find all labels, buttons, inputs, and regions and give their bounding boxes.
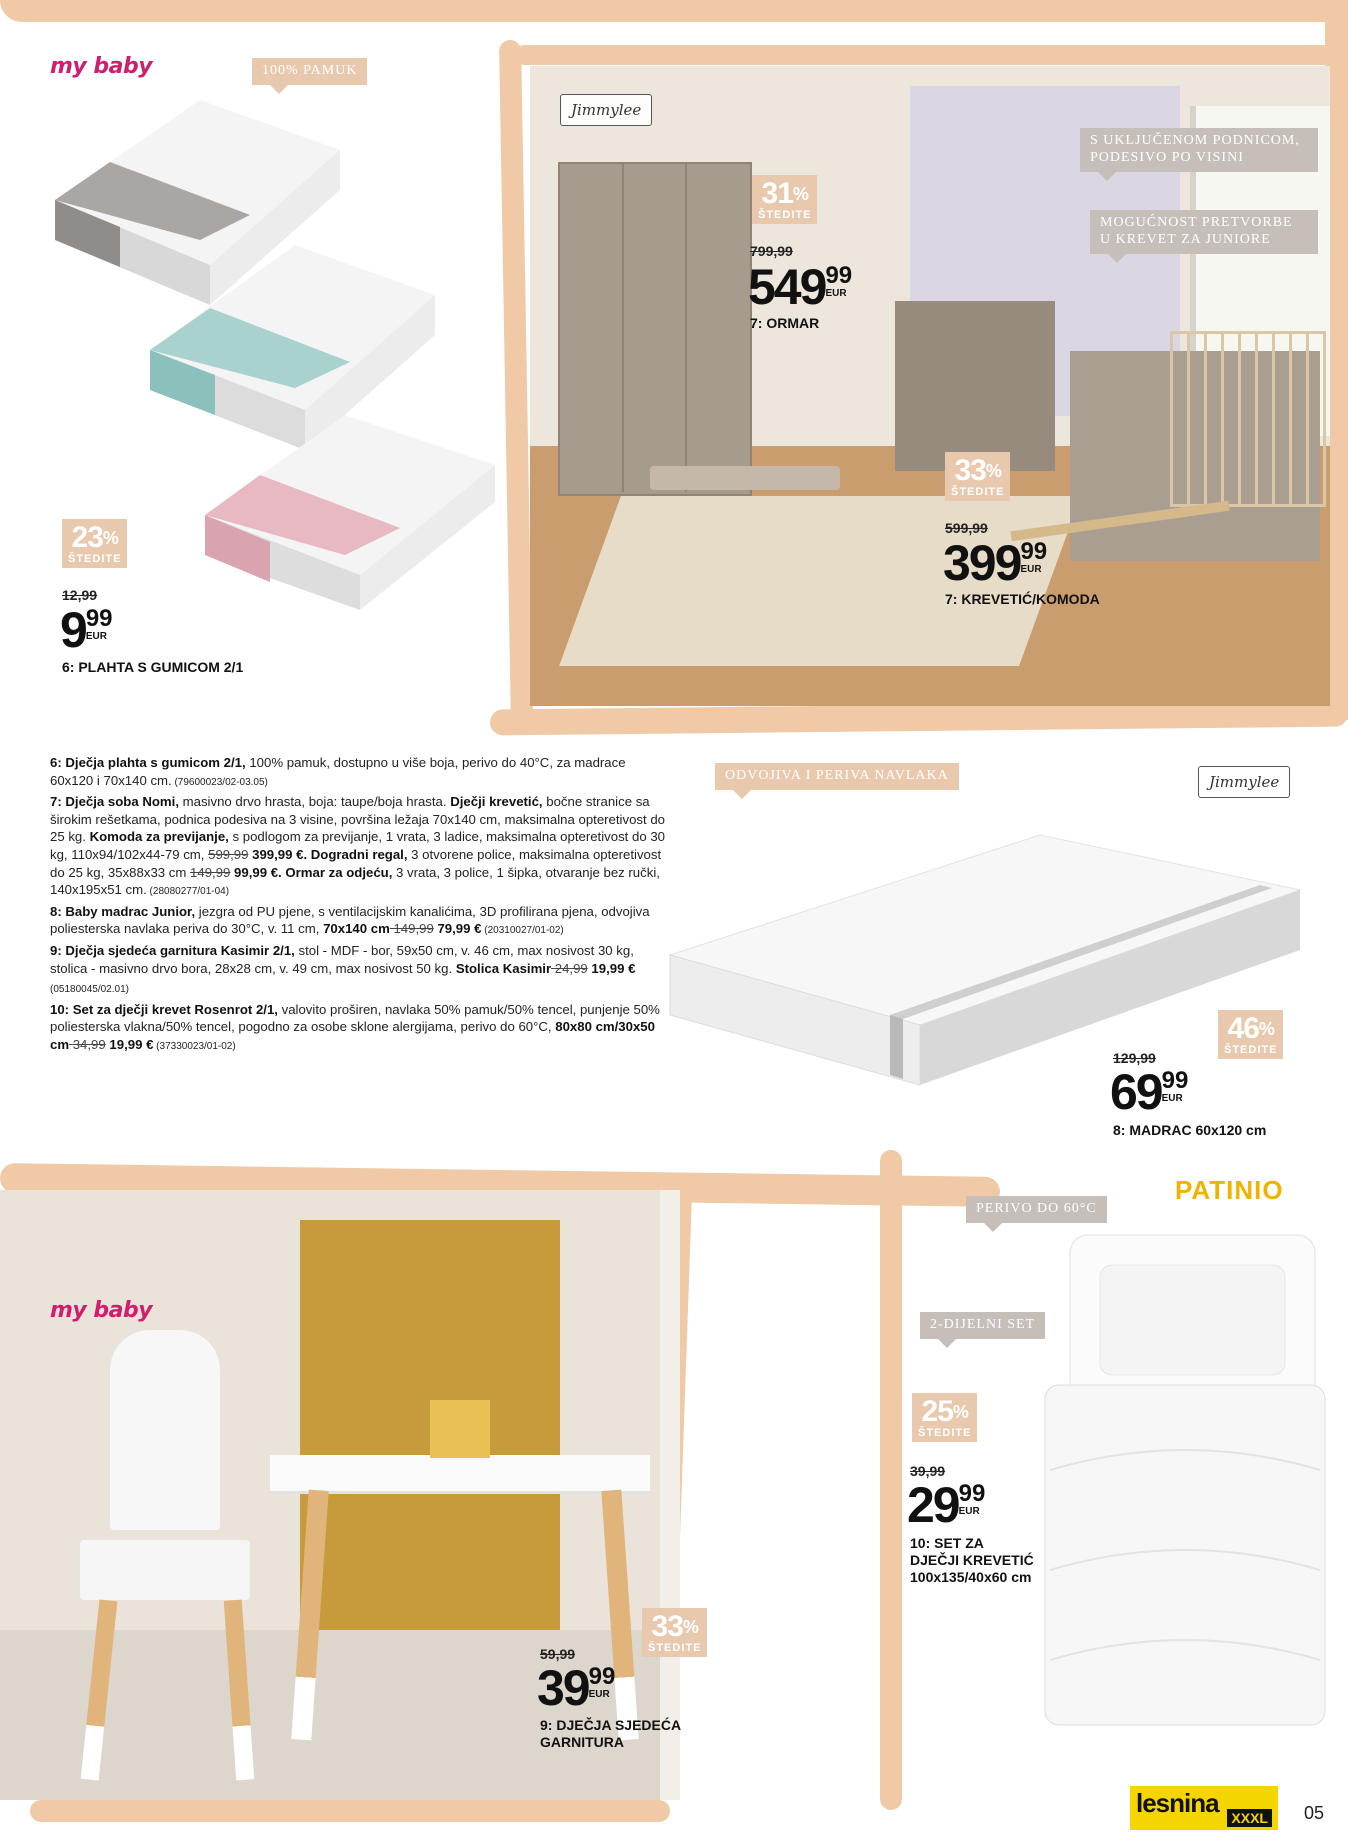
price-ormar: 54999 EUR — [748, 259, 853, 315]
save-badge-ormar: 31% ŠTEDITE — [752, 175, 817, 224]
toy-blocks — [430, 1400, 490, 1458]
price-madrac: 6999 EUR — [1110, 1064, 1189, 1120]
old-price-ormar: 799,99 — [750, 243, 793, 259]
wardrobe-line-2 — [685, 162, 687, 492]
product-name-plahta: 6: PLAHTA S GUMICOM 2/1 — [62, 659, 244, 675]
product-name-madrac: 8: MADRAC 60x120 cm — [1113, 1122, 1267, 1138]
wardrobe — [558, 162, 752, 496]
old-price-plahta: 12,99 — [62, 587, 98, 603]
jimmylee-logo-mattress: Jimmylee — [1198, 766, 1290, 798]
sheet-pink — [205, 415, 495, 610]
brush-bottom — [30, 1800, 670, 1822]
price-plahta: 999 EUR — [60, 602, 113, 658]
bedding-set-image — [1040, 1230, 1330, 1730]
save-badge-madrac: 46% ŠTEDITE — [1218, 1010, 1283, 1059]
patinio-logo: PATINIO — [1175, 1175, 1284, 1205]
old-price-garnitura: 59,99 — [540, 1646, 576, 1662]
save-badge-garnitura: 33% ŠTEDITE — [642, 1608, 707, 1657]
old-price-madrac: 129,99 — [1113, 1050, 1156, 1066]
desc-9: 9: Dječja sjedeća garnitura Kasimir 2/1, stol - MDF - bor, 59x50 cm, v. 46 cm, max nosivost 30 kg, stolica - masivno drvo bora, 28x28 cm, v. 49 cm, max nosivost 50 kg. Stolica Kasimir 24,99 19,99 € (05180045/02.01) — [50, 942, 636, 996]
kids-table-top — [270, 1455, 650, 1494]
jimmylee-logo-room: Jimmylee — [560, 94, 652, 126]
save-badge-krevetic: 33% ŠTEDITE — [945, 452, 1010, 501]
tag-navlaka: ODVOJIVA I PERIVA NAVLAKA — [715, 763, 959, 790]
desc-10: 10: Set za dječji krevet Rosenrot 2/1, valovito proširen, navlaka 50% pamuk/50% tencel, punjenje 50% poliesterska vlakna/50% tencel, pogodno za osobe sklone alergijama, perivo do 60°C, 80x80 cm/30x50 cm 34,99 19,99 € (37330023/01-02) — [50, 1001, 660, 1052]
brush-bottom-right — [880, 1150, 902, 1810]
tag-perivo: PERIVO DO 60°C — [966, 1196, 1107, 1223]
product-name-krevetic: 7: KREVETIĆ/KOMODA — [945, 591, 1100, 607]
brush-top-photo — [515, 45, 1335, 65]
product-name-garnitura: 9: DJEČJA SJEDEĆA GARNITURA — [540, 1717, 682, 1750]
my-baby-logo: my baby — [50, 54, 153, 79]
save-badge-set: 25% ŠTEDITE — [912, 1393, 977, 1442]
kids-table — [650, 466, 840, 490]
kids-chair-back — [110, 1330, 220, 1530]
crib-rails — [1170, 331, 1326, 507]
page-number: 05 — [1303, 1803, 1324, 1823]
tag-2-dijelni-set: 2-DIJELNI SET — [920, 1312, 1045, 1339]
old-price-set: 39,99 — [910, 1463, 946, 1479]
kids-chair-seat — [80, 1540, 250, 1600]
lesnina-xxxl-logo: lesnina XXXL — [1130, 1786, 1278, 1830]
tag-100-pamuk: 100% PAMUK — [252, 58, 367, 85]
wardrobe-line — [622, 162, 624, 492]
product-name-set: 10: SET ZA DJEČJI KREVETIĆ 100x135/40x60 cm — [910, 1535, 1034, 1585]
shelf-edge — [660, 1190, 680, 1800]
product-name-ormar: 7: ORMAR — [750, 315, 820, 331]
desc-6: 6: Dječja plahta s gumicom 2/1, 100% pamuk, dostupno u više boja, perivo do 40°C, za madrace 60x120 i 70x140 cm. (79600023/02-03.05) — [50, 755, 626, 788]
price-krevetic: 39999 EUR — [943, 535, 1048, 591]
dresser — [895, 301, 1055, 471]
tag-pretvorba: MOGUĆNOST PRETVORBE U KREVET ZA JUNIORE — [1090, 210, 1318, 254]
save-badge-plahta: 23% ŠTEDITE — [62, 519, 127, 568]
price-garnitura: 3999 EUR — [537, 1660, 616, 1716]
tag-podnica: S UKLJUČENOM PODNICOM, PODESIVO PO VISINI — [1080, 128, 1318, 172]
old-price-krevetic: 599,99 — [945, 520, 988, 536]
my-baby-logo-2: my baby — [50, 1298, 153, 1323]
desc-8: 8: Baby madrac Junior, jezgra od PU pjene, s ventilacijskim kanalićima, 3D profilirana pjena, odvojiva poliesterska navlaka periva do 30°C, v. 11 cm, 70x140 cm 149,99 79,99 € (20310027/01-02) — [50, 903, 650, 937]
desc-7: 7: Dječja soba Nomi, masivno drvo hrasta, boja: taupe/boja hrasta. Dječji krevetić, bočne stranice sa širokim rešetkama, podnica podesiva na 3 visine, površina ležaja 70x140 cm, maksimalna opteretivost do 25 kg. Komoda za previjanje, s podlogom za previjanje, 1 vrata, 3 ladice, maksimalna opteretivost do 30 kg, 110x94/102x44-79 cm, 599,99 399,99 €. Dogradni regal, 3 otvorene police, maksimalna opteretivost do 25 kg, 35x88x33 cm 149,99 99,99 €. Ormar za odjeću, 3 vrata, 3 police, 1 šipka, otvaranje bez ručki, 140x195x51 cm. (28080277/01-04) — [50, 794, 665, 898]
brush-top — [0, 0, 1348, 22]
mattress-image — [660, 815, 1310, 1095]
product-descriptions — [50, 754, 670, 1058]
price-set: 2999 EUR — [907, 1477, 986, 1533]
